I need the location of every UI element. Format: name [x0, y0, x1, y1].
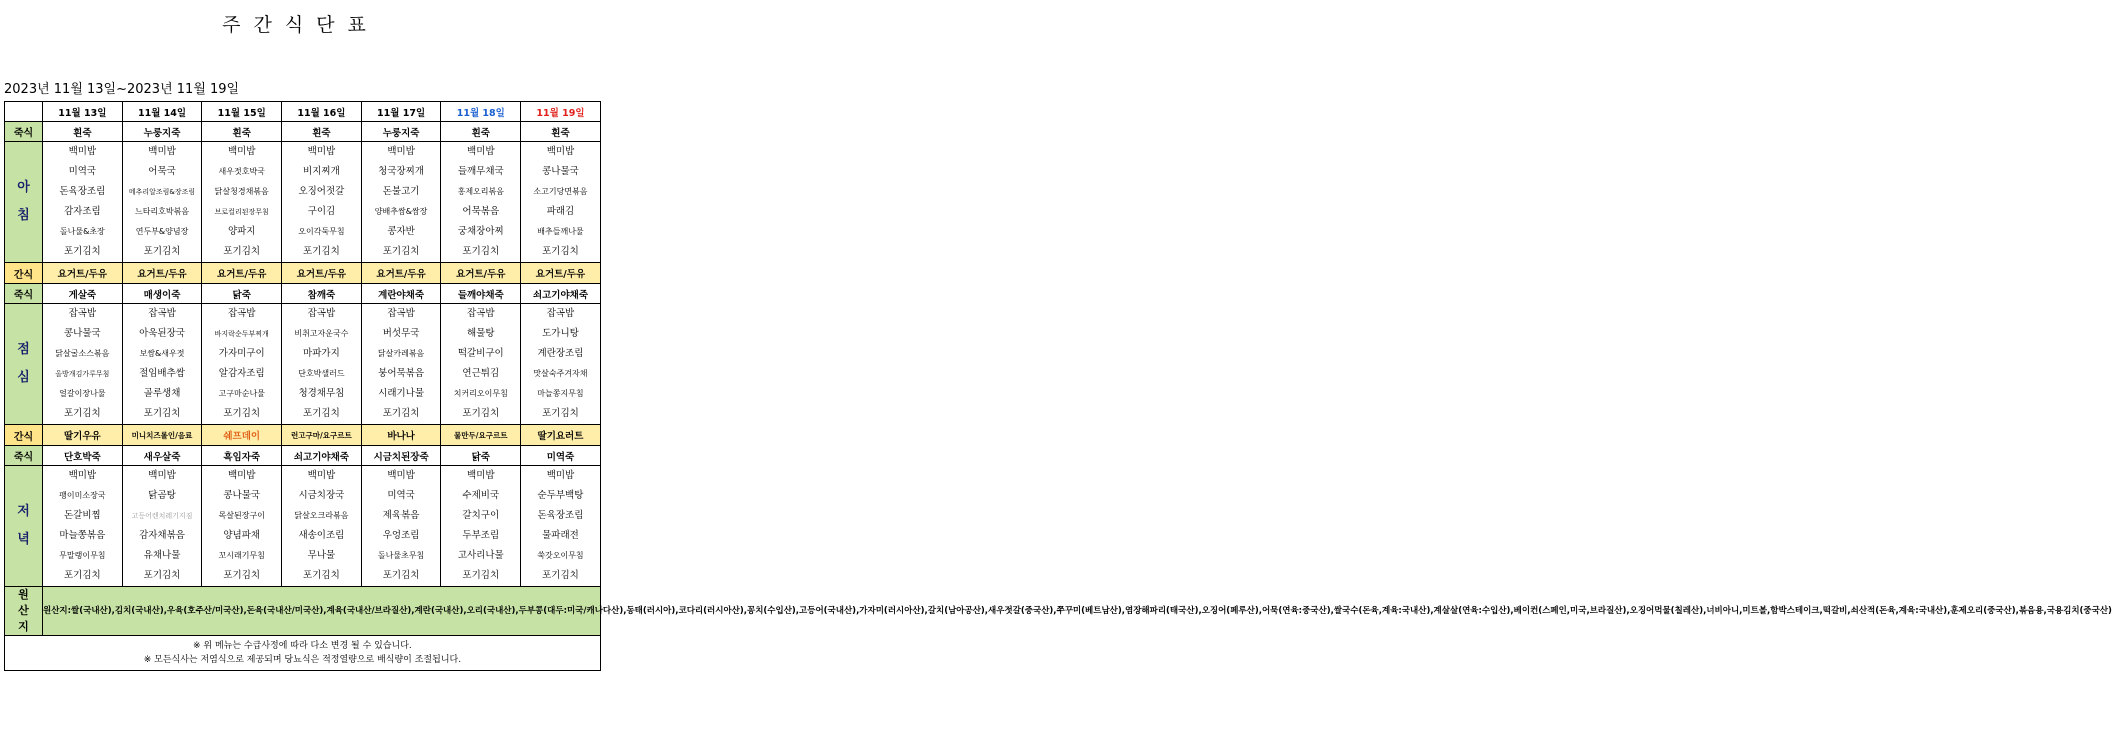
- menu-item: 백미밥: [387, 146, 415, 157]
- menu-item: 절임배추쌈: [139, 368, 185, 379]
- menu-item: 홍제오리볶음: [457, 187, 504, 196]
- menu-item: 어묵볶음: [462, 206, 500, 217]
- porridge-cell: 새우살죽: [122, 446, 202, 466]
- meal-label-char: 저: [17, 504, 30, 519]
- menu-item: 닭곰탕: [148, 490, 176, 501]
- menu-item: 백미밥: [307, 146, 336, 157]
- menu-item: 무나물: [307, 550, 336, 561]
- snack-cell: 요거트/두유: [521, 263, 601, 284]
- menu-item: 잡곡밥: [227, 308, 256, 319]
- meal-day-cell: [521, 304, 601, 425]
- porridge-cell: 흰죽: [202, 122, 282, 142]
- origin-label: [5, 587, 43, 636]
- snack-label: 간식: [5, 425, 43, 446]
- menu-item: 두부조림: [462, 530, 500, 541]
- menu-item: 미역국: [68, 166, 97, 177]
- menu-item: 팽이미소장국: [59, 491, 106, 500]
- note-line: ※ 위 메뉴는 수급사정에 따라 다소 변경 될 수 있습니다.: [193, 641, 412, 651]
- day-header-row: [5, 102, 601, 122]
- menu-item: 백미밥: [546, 470, 575, 481]
- snack-cell: 딸기우유: [43, 425, 123, 446]
- menu-item: 가자미구이: [218, 348, 265, 359]
- meal-day-cell: [43, 466, 123, 587]
- menu-item: 유채나물: [143, 550, 181, 561]
- menu-item: 파래김: [546, 206, 575, 217]
- meal-day-cell: [202, 304, 282, 425]
- menu-item: 시래기나물: [378, 388, 425, 399]
- menu-item: 쑥갓오이무침: [537, 551, 584, 560]
- menu-item: 고등어렌치레기지짐: [131, 512, 193, 520]
- porridge-cell: 흰죽: [282, 122, 362, 142]
- meal-day-cell: [441, 304, 521, 425]
- porridge-cell: 닭죽: [202, 284, 282, 304]
- meal-day-cell: [122, 466, 202, 587]
- meal-day-cell: [361, 466, 441, 587]
- menu-item: 오이각둑무침: [298, 227, 345, 236]
- porridge-cell: 들깨야채죽: [441, 284, 521, 304]
- day-header: 11월 16일: [282, 102, 362, 122]
- origin-label-char: 원: [18, 588, 29, 601]
- menu-item: 고구마순나물: [218, 389, 265, 398]
- menu-item: 백미밥: [387, 470, 415, 481]
- menu-item: 연두부&양념장: [135, 227, 189, 236]
- menu-item: 포기김치: [303, 570, 340, 581]
- menu-item: 순두부백탕: [537, 490, 584, 501]
- snack-cell: 요거트/두유: [361, 263, 441, 284]
- day-header: 11월 13일: [43, 102, 123, 122]
- menu-item: 잡곡밥: [546, 308, 575, 319]
- menu-item: 잡곡밥: [68, 308, 97, 319]
- breakfast-meal-row: [5, 142, 601, 263]
- menu-item: 닭살오크라볶음: [294, 511, 349, 520]
- menu-item: 비취고자운국수: [294, 329, 349, 338]
- menu-item: 맛살숙주겨자채: [533, 369, 588, 378]
- menu-item: 올방개김가루무침: [55, 370, 110, 378]
- menu-item: 도가니탕: [542, 328, 579, 339]
- menu-item: 소고기당면볶음: [533, 187, 588, 196]
- meal-day-cell: [282, 466, 362, 587]
- breakfast-porridge-row: [5, 122, 601, 142]
- dinner-porridge-row: [5, 446, 601, 466]
- menu-item: 청경채무침: [298, 388, 345, 399]
- snack-cell: 딸기요러트: [521, 425, 601, 446]
- menu-item: 포기김치: [63, 570, 101, 581]
- meal-day-cell: [441, 142, 521, 263]
- menu-item: 돈육장조림: [59, 186, 106, 197]
- breakfast-label: [5, 142, 43, 263]
- porridge-cell: 매생이죽: [122, 284, 202, 304]
- menu-item: 비지찌개: [303, 166, 340, 177]
- dinner-meal-row: [5, 466, 601, 587]
- snack-cell: 바나나: [361, 425, 441, 446]
- menu-item: 잡곡밥: [307, 308, 336, 319]
- menu-item: 돈육장조림: [537, 510, 584, 521]
- menu-item: 제육볶음: [382, 510, 420, 521]
- notes-cell: [5, 636, 601, 671]
- day-header: 11월 17일: [361, 102, 441, 122]
- snack-cell: 미니치즈롤인/음료: [122, 425, 202, 446]
- origin-label-char: 산: [18, 604, 29, 617]
- porridge-cell: 시금치된장죽: [361, 446, 441, 466]
- menu-item: 양념파채: [223, 530, 261, 541]
- menu-item: 백미밥: [148, 470, 176, 481]
- porridge-cell: 계란야채죽: [361, 284, 441, 304]
- menu-item: 백미밥: [68, 470, 97, 481]
- note-line: ※ 모든식사는 저염식으로 제공되며 당뇨식은 적정열량으로 배식량이 조절됩니다.: [143, 655, 462, 665]
- menu-item: 포기김치: [462, 246, 500, 257]
- menu-item: 돈갈비찜: [63, 510, 101, 521]
- porridge-label: 죽식: [5, 446, 43, 466]
- menu-item: 연근튀김: [462, 368, 500, 379]
- meal-day-cell: [43, 304, 123, 425]
- menu-item: 마늘쫑볶음: [59, 530, 106, 541]
- weekly-menu-table: [4, 101, 2112, 671]
- menu-item: 감자채볶음: [139, 530, 185, 541]
- menu-item: 돌나물&초장: [59, 227, 105, 236]
- origin-text: 원산지:쌀(국내산),김치(국내산),우육(호주산/미국산),돈육(국내산/미국산),계육(국내산/브라질산),계란(국내산),오리(국내산),두부콩(대두:미국/캐나다산),동태(러시아),코다리(러시아산),꽁치(수입산),고등어(국내산),가자미(러시아산),갈치(남아공산),새우젓갈(중국산),쭈꾸미(베트남산),염장해파리(태국산),오징어(페루산),어묵(연육:중국산),쌀국수(돈육,계육:국내산),계살살(연육:수입산),베이컨(스페인,미국,브라질산),오징어먹물(칠레산),너비아니,미트볼,함박스테이크,떡갈비,쇠산적(돈육,계육:국내산),훈제오리(중국산),볶음용,국용김치(중국산): [43, 587, 601, 636]
- notes-row: [5, 636, 601, 671]
- menu-item: 포기김치: [63, 246, 101, 257]
- porridge-cell: 참깨죽: [282, 284, 362, 304]
- menu-item: 포기김치: [542, 246, 579, 257]
- menu-item: 잡곡밥: [467, 308, 495, 319]
- menu-item: 궁채장아찌: [457, 226, 504, 237]
- menu-item: 포기김치: [143, 570, 181, 581]
- menu-item: 메추리알조림&장조림: [128, 188, 196, 196]
- porridge-cell: 흑임자죽: [202, 446, 282, 466]
- menu-item: 포기김치: [63, 408, 101, 419]
- menu-item: 돈불고기: [382, 186, 420, 197]
- menu-item: 물파래전: [542, 530, 579, 541]
- menu-item: 감자조림: [63, 206, 101, 217]
- porridge-cell: 닭죽: [441, 446, 521, 466]
- menu-item: 백미밥: [467, 146, 495, 157]
- porridge-cell: 미역죽: [521, 446, 601, 466]
- porridge-cell: 누룽지죽: [361, 122, 441, 142]
- menu-item: 꼬시래기무침: [218, 551, 265, 560]
- menu-item: 포기김치: [382, 246, 420, 257]
- menu-item: 콩자반: [387, 226, 415, 237]
- snack-cell: 요거트/두유: [122, 263, 202, 284]
- menu-item: 아욱된장국: [139, 328, 185, 339]
- menu-item: 닭살굴소스볶음: [55, 349, 110, 358]
- porridge-cell: 흰죽: [521, 122, 601, 142]
- meal-label-char: 침: [17, 208, 30, 223]
- day-header: 11월 15일: [202, 102, 282, 122]
- menu-item: 백미밥: [467, 470, 495, 481]
- porridge-cell: 쇠고기야채죽: [521, 284, 601, 304]
- meal-day-cell: [282, 304, 362, 425]
- page-title: 주간식단표: [222, 14, 379, 36]
- menu-item: 미역국: [387, 490, 415, 501]
- menu-item: 고사리나물: [457, 550, 504, 561]
- menu-item: 백미밥: [227, 146, 256, 157]
- menu-item: 브로컬리된장무침: [214, 208, 269, 216]
- menu-item: 포기김치: [303, 408, 340, 419]
- menu-item: 닭살청경채볶음: [214, 187, 269, 196]
- porridge-cell: 흰죽: [43, 122, 123, 142]
- menu-item: 버섯무국: [382, 328, 420, 339]
- menu-item: 포기김치: [303, 246, 340, 257]
- day-header: 11월 14일: [122, 102, 202, 122]
- menu-item: 잡곡밥: [148, 308, 176, 319]
- menu-item: 새송이조림: [298, 530, 345, 541]
- menu-item: 골루생채: [143, 388, 181, 399]
- porridge-cell: 게살죽: [43, 284, 123, 304]
- porridge-cell: 단호박죽: [43, 446, 123, 466]
- menu-item: 느타리호박볶음: [134, 207, 190, 216]
- menu-item: 콩나물국: [542, 166, 579, 177]
- menu-item: 백미밥: [307, 470, 336, 481]
- menu-item: 포기김치: [223, 246, 261, 257]
- dinner-label: [5, 466, 43, 587]
- snack-cell: 요거트/두유: [282, 263, 362, 284]
- snack-cell: 물만두/요구르트: [441, 425, 521, 446]
- lunch-porridge-row: [5, 284, 601, 304]
- meal-label-char: 심: [17, 370, 30, 385]
- menu-item: 단호박샐러드: [298, 369, 345, 378]
- menu-item: 마파가지: [303, 348, 340, 359]
- lunch-label: [5, 304, 43, 425]
- menu-item: 어묵국: [148, 166, 176, 177]
- meal-day-cell: [282, 142, 362, 263]
- snack2-row: [5, 425, 601, 446]
- date-range: 2023년 11월 13일~2023년 11월 19일: [4, 82, 240, 97]
- menu-item: 잡곡밥: [387, 308, 415, 319]
- menu-item: 알감자조림: [218, 368, 265, 379]
- menu-item: 붕어묵볶음: [378, 368, 425, 379]
- menu-item: 콩나물국: [63, 328, 101, 339]
- menu-item: 양배추쌈&쌈장: [374, 207, 428, 216]
- menu-item: 포기김치: [382, 570, 420, 581]
- meal-day-cell: [202, 466, 282, 587]
- meal-day-cell: [521, 142, 601, 263]
- porridge-label: 죽식: [5, 122, 43, 142]
- menu-item: 포기김치: [542, 570, 579, 581]
- meal-label-char: 아: [17, 180, 30, 195]
- menu-item: 갈치구이: [462, 510, 500, 521]
- origin-label-char: 지: [18, 620, 29, 633]
- menu-item: 백미밥: [68, 146, 97, 157]
- menu-item: 떡갈비구이: [457, 348, 504, 359]
- meal-day-cell: [122, 142, 202, 263]
- menu-item: 백미밥: [546, 146, 575, 157]
- menu-item: 구이김: [307, 206, 336, 217]
- menu-item: 포기김치: [143, 408, 181, 419]
- snack-cell: 런고구마/요구르트: [282, 425, 362, 446]
- menu-item: 들깨무채국: [457, 166, 504, 177]
- porridge-label: 죽식: [5, 284, 43, 304]
- menu-item: 포기김치: [223, 408, 261, 419]
- menu-item: 포기김치: [382, 408, 420, 419]
- menu-item: 무말랭이무침: [59, 551, 106, 560]
- snack-cell: 요거트/두유: [43, 263, 123, 284]
- porridge-cell: 흰죽: [441, 122, 521, 142]
- porridge-cell: 쇠고기야채죽: [282, 446, 362, 466]
- menu-item: 포기김치: [223, 570, 261, 581]
- menu-item: 돌나물초무침: [377, 551, 425, 560]
- snack-cell: 요거트/두유: [202, 263, 282, 284]
- menu-item: 포기김치: [542, 408, 579, 419]
- day-header: 11월 19일: [521, 102, 601, 122]
- menu-item: 목살된장구이: [218, 511, 265, 520]
- snack-cell: 쉐프데이: [202, 425, 282, 446]
- menu-item: 배추들깨나물: [537, 227, 584, 236]
- day-header: 11월 18일: [441, 102, 521, 122]
- meal-day-cell: [441, 466, 521, 587]
- snack-cell: 요거트/두유: [441, 263, 521, 284]
- meal-label-char: 녁: [17, 532, 30, 547]
- meal-day-cell: [361, 304, 441, 425]
- menu-item: 치커리오이무침: [453, 389, 508, 398]
- menu-item: 마늘쫑지무침: [537, 389, 584, 398]
- menu-item: 포기김치: [462, 408, 500, 419]
- snack1-row: [5, 263, 601, 284]
- corner-cell: [5, 102, 43, 122]
- menu-item: 계란장조림: [537, 348, 584, 359]
- menu-item: 콩나물국: [223, 490, 261, 501]
- menu-item: 양파지: [227, 226, 256, 237]
- menu-item: 시금치장국: [298, 490, 345, 501]
- menu-item: 닭살카레볶음: [377, 349, 425, 358]
- menu-item: 해물탕: [467, 328, 495, 339]
- origin-row: [5, 587, 601, 636]
- menu-item: 보쌈&새우젓: [139, 349, 185, 358]
- meal-day-cell: [43, 142, 123, 263]
- meal-label-char: 점: [17, 342, 30, 357]
- meal-day-cell: [122, 304, 202, 425]
- menu-item: 우엉조림: [382, 530, 420, 541]
- menu-item: 바지락순두부찌개: [214, 330, 269, 338]
- menu-item: 오징어젓갈: [298, 186, 345, 197]
- porridge-cell: 누룽지죽: [122, 122, 202, 142]
- lunch-meal-row: [5, 304, 601, 425]
- menu-item: 포기김치: [462, 570, 500, 581]
- snack-label: 간식: [5, 263, 43, 284]
- meal-day-cell: [202, 142, 282, 263]
- menu-item: 새우젓호박국: [218, 167, 265, 176]
- menu-item: 백미밥: [227, 470, 256, 481]
- menu-item: 포기김치: [143, 246, 181, 257]
- menu-item: 백미밥: [148, 146, 176, 157]
- menu-item: 청국장찌개: [378, 166, 425, 177]
- meal-day-cell: [521, 466, 601, 587]
- meal-day-cell: [361, 142, 441, 263]
- menu-item: 얼갈이장나물: [59, 389, 106, 398]
- menu-item: 수제비국: [462, 490, 500, 501]
